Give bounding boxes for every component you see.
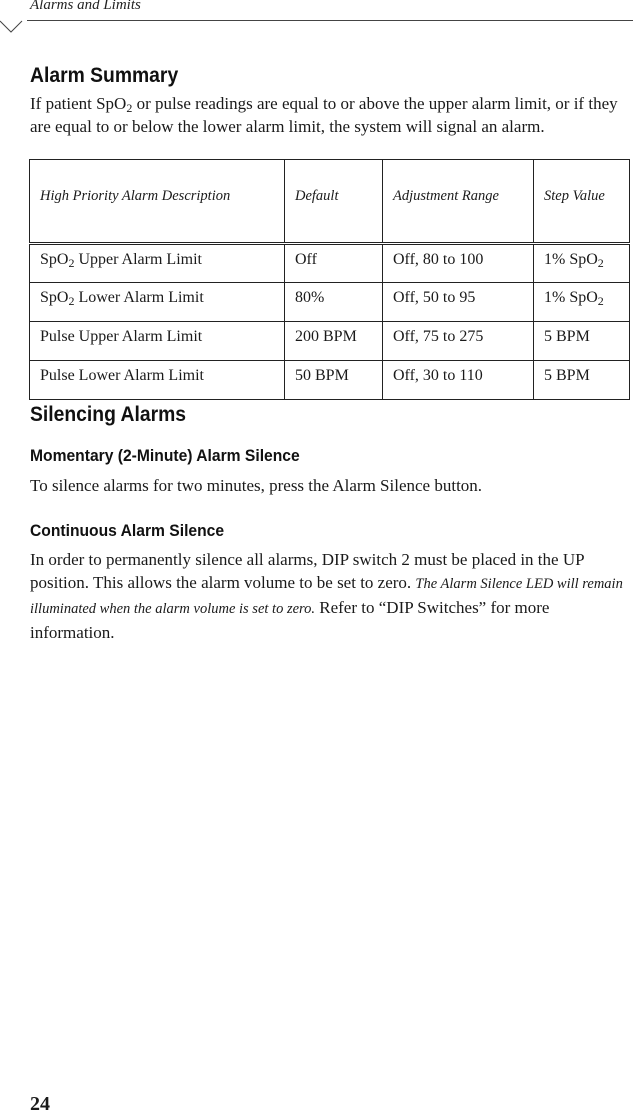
cell-range: Off, 30 to 110 <box>383 361 534 400</box>
cell-description: Pulse Lower Alarm Limit <box>30 361 285 400</box>
cell-description: Pulse Upper Alarm Limit <box>30 322 285 361</box>
cell-step: 1% SpO$_2$ <box>534 283 630 322</box>
momentary-silence-heading: Momentary (2-Minute) Alarm Silence <box>30 446 300 465</box>
table-row <box>30 322 630 361</box>
alarm-limits-table <box>29 159 630 400</box>
cell-default: 200 BPM <box>285 322 383 361</box>
cell-range: Off, 75 to 275 <box>383 322 534 361</box>
cell-step: 1% SpO$_2$ <box>534 244 630 283</box>
header-triangle-icon <box>0 20 24 34</box>
column-header-default: Default <box>285 160 383 244</box>
column-header-description: High Priority Alarm Description <box>30 160 285 244</box>
cell-description: SpO$_2$ Upper Alarm Limit <box>30 244 285 283</box>
continuous-silence-text: In order to permanently silence all alarms, DIP switch 2 must be placed in the UP position. This allows the alarm volume to be set to zero. The Alarm Silence LED will remain illuminated when the alarm volume is set to zero. Refer to “DIP Switches” for more information. <box>30 550 623 642</box>
table-row <box>30 361 630 400</box>
header-rule <box>27 20 633 21</box>
table-header-row <box>30 160 630 244</box>
cell-default: Off <box>285 244 383 283</box>
cell-step: 5 BPM <box>534 361 630 400</box>
silencing-alarms-heading: Silencing Alarms <box>30 403 187 426</box>
cell-range: Off, 50 to 95 <box>383 283 534 322</box>
continuous-silence-heading: Continuous Alarm Silence <box>30 521 225 540</box>
page-number: 24 <box>30 1093 50 1115</box>
column-header-step: Step Value <box>534 160 630 244</box>
column-header-range: Adjustment Range <box>383 160 534 244</box>
running-head: Alarms and Limits <box>30 0 141 13</box>
alarm-summary-heading: Alarm Summary <box>30 64 179 87</box>
cell-default: 80% <box>285 283 383 322</box>
cell-description: SpO$_2$ Lower Alarm Limit <box>30 283 285 322</box>
momentary-silence-text: To silence alarms for two minutes, press the Alarm Silence button. <box>30 476 483 495</box>
cell-range: Off, 80 to 100 <box>383 244 534 283</box>
cell-step: 5 BPM <box>534 322 630 361</box>
alarm-summary-intro: If patient SpO$_2$ or pulse readings are equal to or above the upper alarm limit, or if they are equal to or below the lower alarm limit, the system will signal an alarm. <box>30 94 618 136</box>
cell-default: 50 BPM <box>285 361 383 400</box>
table-row <box>30 244 630 283</box>
table-row <box>30 283 630 322</box>
